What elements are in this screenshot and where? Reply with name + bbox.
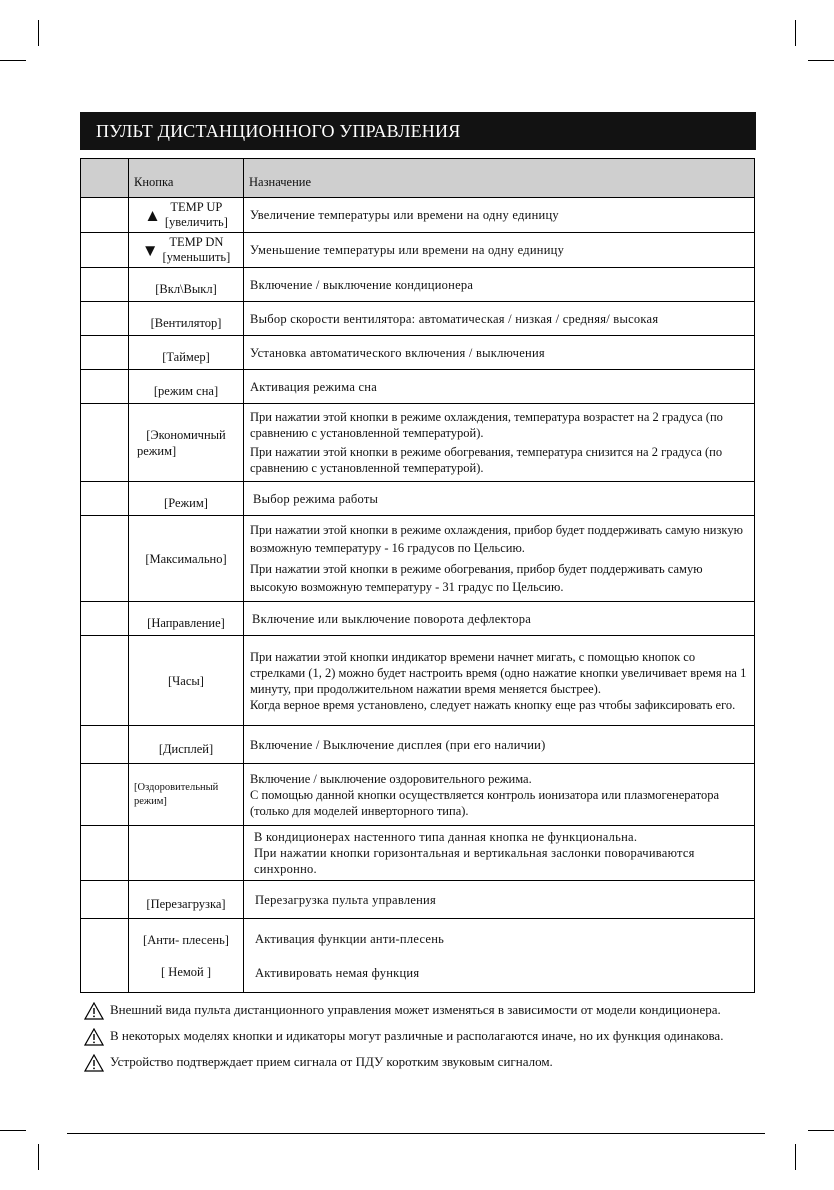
button-cell: [Режим]	[129, 482, 244, 516]
up-triangle-icon: ▲	[144, 205, 161, 225]
button-cell: ▲ TEMP UP [увеличить]	[129, 198, 244, 233]
button-cell: [Максимально]	[129, 516, 244, 602]
button-cell: [Направление]	[129, 602, 244, 636]
note-text: Внешний вида пульта дистанционного управления может изменяться в зависимости от модели кондиционера.	[110, 1002, 721, 1017]
button-cell: [Таймер]	[129, 336, 244, 370]
purpose-cell: Выбор режима работы	[244, 482, 755, 516]
table-row	[81, 826, 755, 881]
note-item	[84, 1002, 764, 1020]
warning-icon	[84, 1054, 104, 1072]
note-item	[84, 1028, 764, 1046]
button-cell	[129, 826, 244, 881]
warning-icon	[84, 1028, 104, 1046]
crop-mark	[795, 20, 796, 46]
button-cell: [Часы]	[129, 636, 244, 726]
purpose-cell: Включение / выключение кондиционера	[244, 268, 755, 302]
table-row	[81, 919, 755, 993]
page-title: ПУЛЬТ ДИСТАНЦИОННОГО УПРАВЛЕНИЯ	[80, 112, 756, 150]
purpose-cell: При нажатии этой кнопки в режиме охлаждения, температура возрастет на 2 градуса (по сравнению с установленной температурой). При нажатии этой кнопки в режиме обогревания, температура снизится на 2 градуса (по сравнению с установленной температурой).	[244, 404, 755, 482]
table-row	[81, 602, 755, 636]
purpose-cell: Установка автоматического включения / выключения	[244, 336, 755, 370]
table-row	[81, 881, 755, 919]
note-item	[84, 1054, 764, 1072]
button-cell: [Анти- плесень] [ Немой ]	[129, 919, 244, 993]
footer-rule	[67, 1133, 765, 1134]
table-row	[81, 268, 755, 302]
table-row	[81, 764, 755, 826]
notes-list	[84, 1002, 764, 1080]
purpose-cell: В кондиционерах настенного типа данная кнопка не функциональна. При нажатии кнопки горизонтальная и вертикальная заслонки поворачиваются синхронно.	[244, 826, 755, 881]
table-row	[81, 198, 755, 233]
button-cell: [Перезагрузка]	[129, 881, 244, 919]
warning-icon	[84, 1002, 104, 1020]
table-row	[81, 636, 755, 726]
table-row	[81, 233, 755, 268]
purpose-cell: Увеличение температуры или времени на одну единицу	[244, 198, 755, 233]
crop-mark	[38, 1144, 39, 1170]
button-cell: [Вкл\Выкл]	[129, 268, 244, 302]
crop-mark	[795, 1144, 796, 1170]
table-row	[81, 726, 755, 764]
purpose-cell: Включение / Выключение дисплея (при его наличии)	[244, 726, 755, 764]
header-button-cell: Кнопка	[129, 159, 244, 198]
note-text: Устройство подтверждает прием сигнала от ПДУ коротким звуковым сигналом.	[110, 1054, 553, 1069]
table-row	[81, 482, 755, 516]
purpose-cell: При нажатии этой кнопки в режиме охлаждения, прибор будет поддерживать самую низкую возможную температуру - 16 градусов по Цельсию. При нажатии этой кнопки в режиме обогревания, прибор будет поддерживать самую высокую возможную температуру - 31 градус по Цельсию.	[244, 516, 755, 602]
table-row	[81, 404, 755, 482]
button-cell: [режим сна]	[129, 370, 244, 404]
table-row	[81, 516, 755, 602]
purpose-cell: Активация функции анти-плесень Активировать немая функция	[244, 919, 755, 993]
header-purpose-cell: Назначение	[244, 159, 755, 198]
table-row	[81, 302, 755, 336]
button-cell: [Экономичный режим]	[129, 404, 244, 482]
purpose-cell: При нажатии этой кнопки индикатор времени начнет мигать, с помощью кнопок со стрелками (1, 2) можно будет настроить время (одно нажатие кнопки увеличивает время на 1 минуту, при продолжительном нажатии время меняется быстрее). Когда верное время установлено, следует нажать кнопку еще раз чтобы зафиксировать его.	[244, 636, 755, 726]
crop-mark	[0, 60, 26, 61]
button-cell: ▼ TEMP DN [уменьшить]	[129, 233, 244, 268]
button-cell: [Вентилятор]	[129, 302, 244, 336]
table-row	[81, 370, 755, 404]
table-row	[81, 336, 755, 370]
purpose-cell: Включение / выключение оздоровительного режима. С помощью данной кнопки осуществляется контроль ионизатора или плазмогенератора (только для моделей инверторного типа).	[244, 764, 755, 826]
header-num-cell	[81, 159, 129, 198]
purpose-cell: Перезагрузка пульта управления	[244, 881, 755, 919]
button-cell: [Дисплей]	[129, 726, 244, 764]
crop-mark	[808, 60, 834, 61]
remote-buttons-table	[80, 158, 755, 993]
purpose-cell: Выбор скорости вентилятора: автоматическая / низкая / средняя/ высокая	[244, 302, 755, 336]
purpose-cell: Уменьшение температуры или времени на одну единицу	[244, 233, 755, 268]
purpose-cell: Включение или выключение поворота дефлектора	[244, 602, 755, 636]
crop-mark	[0, 1130, 26, 1131]
table-header-row	[81, 159, 755, 198]
purpose-cell: Активация режима сна	[244, 370, 755, 404]
button-cell: [Оздоровительный режим]	[129, 764, 244, 826]
crop-mark	[808, 1130, 834, 1131]
note-text: В некоторых моделях кнопки и идикаторы могут различные и располагаются иначе, но их функция одинакова.	[110, 1028, 724, 1043]
down-triangle-icon: ▼	[141, 240, 159, 260]
crop-mark	[38, 20, 39, 46]
